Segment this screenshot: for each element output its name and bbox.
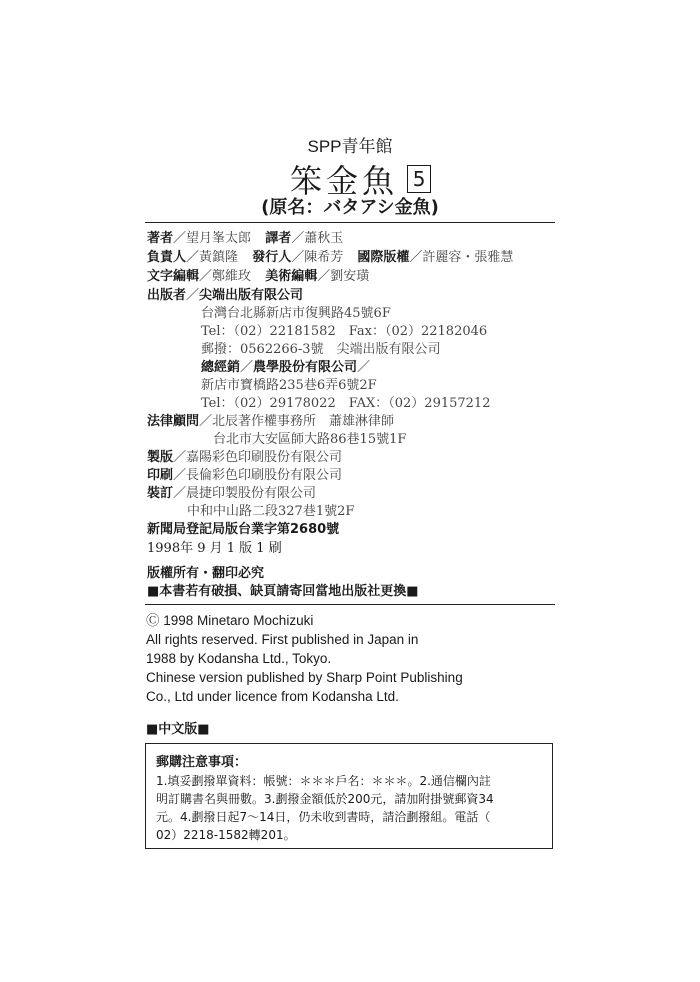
copyright-line: Chinese version published by Sharp Point Publishing bbox=[146, 670, 463, 685]
registration: 新聞局登記局版台業字第2680號 bbox=[147, 522, 340, 537]
publisher-postal: 郵撥：0562266-3號 尖端出版有限公司 bbox=[201, 342, 441, 357]
mail-order-body bbox=[156, 772, 494, 844]
binding: 晨捷印製股份有限公司 bbox=[186, 486, 317, 501]
print: 長倫彩色印刷股份有限公司 bbox=[186, 468, 343, 483]
binding-address: 中和中山路二段327巷1號2F bbox=[187, 504, 355, 519]
author-label: 著者 bbox=[147, 231, 174, 246]
responsible-label: 負責人 bbox=[147, 250, 187, 265]
credit-row-publisher: 出版者／尖端出版有限公司 bbox=[147, 288, 304, 303]
mail-order-box bbox=[145, 743, 553, 849]
volume-badge: 5 bbox=[407, 165, 431, 193]
credit-row-responsible: 負責人／黃鎮隆 發行人／陳希芳 國際版權／許麗容・張雅慧 bbox=[147, 250, 514, 265]
responsible: 黃鎮隆 bbox=[199, 250, 239, 265]
credit-row-distributor: 總經銷／農學股份有限公司／ bbox=[201, 360, 371, 375]
middle-divider bbox=[145, 604, 555, 605]
credit-row-print: 印刷／長倫彩色印刷股份有限公司 bbox=[147, 468, 343, 483]
credit-row-author: 著者／望月峯太郎 譯者／蕭秋玉 bbox=[147, 231, 344, 246]
imprint-label: SPP青年館 bbox=[307, 137, 393, 156]
distributor-label: 總經銷 bbox=[201, 360, 241, 375]
credit-row-binding: 裝訂／晨捷印製股份有限公司 bbox=[147, 486, 317, 501]
issuer: 陳希芳 bbox=[304, 250, 344, 265]
mail-order-line: 1.填妥劃撥單資料：帳號：＊＊＊戶名：＊＊＊。2.通信欄內註 bbox=[156, 774, 491, 788]
copyright-line: All rights reserved. First published in Japan in bbox=[146, 632, 419, 647]
art-editor-label: 美術編輯 bbox=[265, 269, 318, 284]
issuer-label: 發行人 bbox=[252, 250, 292, 265]
plate: 嘉陽彩色印刷股份有限公司 bbox=[186, 450, 343, 465]
art-editor: 劉安璜 bbox=[330, 269, 370, 284]
legal: 北辰著作權事務所 蕭雄淋律師 bbox=[212, 414, 395, 429]
publisher-label: 出版者 bbox=[147, 288, 187, 303]
distributor-tel: Tel：（02）29178022 FAX：（02）29157212 bbox=[201, 396, 491, 411]
editor: 鄭維玫 bbox=[212, 269, 252, 284]
credit-row-plate: 製版／嘉陽彩色印刷股份有限公司 bbox=[147, 450, 343, 465]
distributor: 農學股份有限公司 bbox=[253, 360, 358, 375]
intl-rights-label: 國際版權 bbox=[357, 250, 410, 265]
publisher-address: 台灣台北縣新店市復興路45號6F bbox=[201, 306, 391, 321]
mail-order-title: 郵購注意事項： bbox=[156, 755, 248, 770]
copyright-line: Co., Ltd under licence from Kodansha Ltd. bbox=[146, 689, 399, 704]
defect-notice: ■本書若有破損、缺頁請寄回當地出版社更換■ bbox=[147, 584, 419, 599]
print-label: 印刷 bbox=[147, 468, 174, 483]
mail-order-line: 明訂購書名與冊數。3.劃撥金額低於200元，請加附掛號郵資34 bbox=[156, 792, 494, 806]
editor-label: 文字編輯 bbox=[147, 269, 200, 284]
chinese-edition: ■中文版■ bbox=[146, 722, 210, 737]
original-title: (原名：バタアシ金魚) bbox=[261, 197, 439, 218]
top-divider bbox=[145, 222, 555, 223]
rights-notice: 版權所有・翻印必究 bbox=[147, 566, 265, 581]
translator-label: 譯者 bbox=[265, 231, 292, 246]
distributor-address: 新店市寶橋路235巷6弄6號2F bbox=[201, 378, 377, 393]
intl-rights: 許麗容・張雅慧 bbox=[422, 250, 514, 265]
author: 望月峯太郎 bbox=[186, 231, 252, 246]
copyright-block bbox=[146, 611, 463, 706]
binding-label: 裝訂 bbox=[147, 486, 174, 501]
translator: 蕭秋玉 bbox=[304, 231, 344, 246]
publisher-tel: Tel：（02）22181582 Fax：（02）22182046 bbox=[201, 324, 488, 339]
mail-order-line: 02）2218-1582轉201。 bbox=[156, 828, 296, 842]
legal-address: 台北市大安區師大路86巷15號1F bbox=[213, 432, 407, 447]
plate-label: 製版 bbox=[147, 450, 174, 465]
legal-label: 法律顧問 bbox=[147, 414, 200, 429]
copyright-line: 1988 by Kodansha Ltd., Tokyo. bbox=[146, 651, 332, 666]
credit-row-legal: 法律顧問／北辰著作權事務所 蕭雄淋律師 bbox=[147, 414, 395, 429]
credit-row-editors: 文字編輯／鄭維玫 美術編輯／劉安璜 bbox=[147, 269, 370, 284]
book-title: 笨金魚 bbox=[290, 162, 399, 200]
copyright-line: Ⓒ 1998 Minetaro Mochizuki bbox=[146, 613, 314, 628]
mail-order-line: 元。4.劃撥日起7～14日，仍未收到書時，請洽劃撥組。電話（ bbox=[156, 810, 491, 824]
publisher-name: 尖端出版有限公司 bbox=[199, 288, 304, 303]
edition: 1998年 9 月 1 版 1 刷 bbox=[147, 541, 282, 556]
